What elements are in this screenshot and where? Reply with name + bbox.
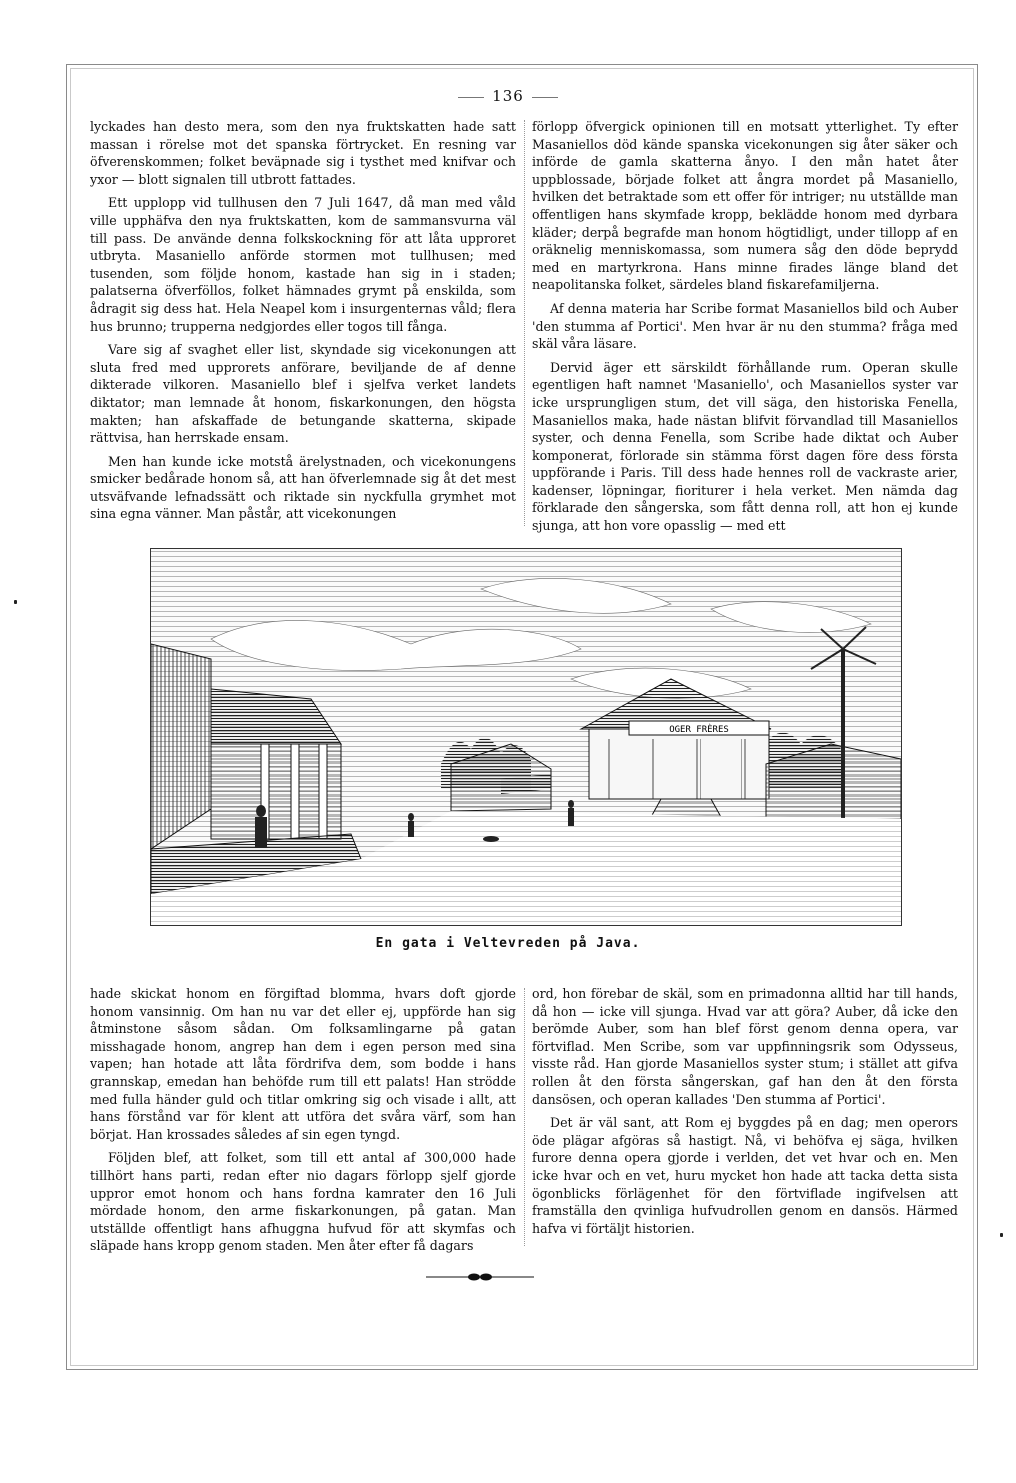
paragraph: förlopp öfvergick opinionen till en motsatt ytterlighet. Ty efter Masaniellos död kände spanska vicekonungen sig åter säker och införde de gamla skatterna ånyo. I den mån hatet åter uppblossade, började folket att ångra mordet på Masaniello, hvilken det betraktade som ett offer för intriger; nu utställde man offentligen hans skymfade kropp, beklädde honom med dyrbara kläder; derpå begrafde man honom högtidligt, under tillopp af en oräknelig menniskomassa, som numera såg den döde beprydd med en martyrkrona. Hans minne firades länge bland det neapolitanska folket, särdeles bland fiskarefamiljerna. (532, 119, 958, 293)
paragraph: Det är väl sant, att Rom ej byggdes på en dag; men operors öde plägar afgöras så hastigt. Nå, vi behöfva ej säga, hvilken furore denna opera gjorde i verlden, det vet hvar och en. Men icke hvar och en vet, huru mycket hon hade att tacka detta sista ögonblicks förlägenhet för den förtviflade ingifvelsen att framställa den qvinliga hufvudrollen genom en dansös. Härmed hafva vi förtäljt historien. (532, 1115, 958, 1236)
column-divider (524, 120, 525, 526)
bottom-left-column (90, 985, 516, 1255)
engraving-illustration (150, 548, 902, 926)
ink-speck (14, 600, 17, 604)
top-left-column (90, 118, 516, 523)
column-divider (524, 988, 525, 1246)
paragraph: Vare sig af svaghet eller list, skyndade sig vicekonungen att sluta fred med upprorets anförare, beviljande de af denne dikterade vilkoren. Masaniello blef i sjelfva verket landets diktator; man lemnade åt honom, fiskarkonungen, den högsta makten; han afskaffade de betungande skatterna, skipade rättvisa, han herrskade ensam. (90, 342, 516, 446)
paragraph: ord, hon förebar de skäl, som en primadonna alltid har till hands, då hon — icke vill sjunga. Hvad var att göra? Auber, då icke den berömde Auber, som han blef först genom denna opera, var förtviflad. Men Scribe, som var uppfinningsrik som Odysseus, visste råd. Han gjorde Masaniellos syster stum; i stället att gifva rollen åt den första sångerskan, gaf han den åt den första dansösen, och operan kallades 'Den stumma af Portici'. (532, 986, 958, 1107)
page-number: 136 (492, 87, 524, 105)
page-number-header (0, 87, 1016, 105)
paragraph: Af denna materia har Scribe format Masaniellos bild och Auber 'den stumma af Portici'. Men hvar är nu den stumma? fråga med skäl våra läsare. (532, 300, 958, 352)
paragraph: Dervid äger ett särskildt förhållande rum. Operan skulle egentligen haft namnet 'Masaniello', och Masaniellos syster var icke ursprungligen stum, det vill säga, den historiska Fenella, Masaniellos maka, hade nästan blifvit förvandlad till Masaniellos syster, och denna Fenella, som Scribe hade diktat och Auber komponerat, förlorade sin stämma först dagen före dess första uppförande i Paris. Till dess hade hennes roll de vackraste arier, kadenser, löpningar, fioriturer i hela verket. Men nämda dag förklarade den sångerska, som fått denna roll, att hon ej kunde sjunga, att hon vore opasslig — med ett (532, 359, 958, 534)
paragraph: lyckades han desto mera, som den nya fruktskatten hade satt massan i rörelse mot det spanska förtrycket. En resning var öfverenskommen; folket beväpnade sig i tysthet med knifvar och yxor — blott signalen till utbrott fattades. (90, 119, 516, 187)
figure-caption: En gata i Veltevreden på Java. (375, 936, 641, 951)
ink-speck (1000, 1233, 1003, 1237)
paragraph: Men han kunde icke motstå ärelystnaden, och vicekonungens smicker bedårade honom så, att han öfverlemnade sig åt det mest utsväfvande lefnadssätt och riktade sin nyckfulla grymhet mot sina egna vänner. Man påstår, att vicekonungen (90, 453, 516, 522)
paragraph: hade skickat honom en förgiftad blomma, hvars doft gjorde honom vansinnig. Om han nu var det eller ej, uppförde han sig åtminstone såsom sådan. Om folksamlingarne på gatan misshagade honom, angrep han dem i egen person med sina vapen; han hotade att låta fördrifva dem, som bodde i hans grannskap, emedan han behöfde rum till ett palats! Han strödde med fulla händer guld och titlar omkring sig och visade i allt, att hans förstånd var för klent att utföra det svåra värf, som han börjat. Han krossades således af sin egen tyngd. (90, 986, 516, 1142)
paragraph: Följden blef, att folket, som till ett antal af 300,000 hade tillhört hans parti, redan efter nio dagars förlopp sjelf gjorde uppror emot honom och hans fordna kamrater den 16 Juli mördade honom, den arme fiskarkonungen, på gatan. Man utställde offentligt hans afhuggna hufvud för att skymfas och släpade hans kropp genom staden. Men åter efter få dagars (90, 1150, 516, 1254)
shop-sign: OGER FRÈRES (669, 725, 729, 735)
top-right-column (532, 118, 958, 535)
paragraph: Ett upplopp vid tullhusen den 7 Juli 1647, då man med våld ville upphäfva den nya fruktskatten, kom de sammansvurna väl till pass. De använde denna folkskockning för att låta upproret utbryta. Masaniello anförde stormen mot tullhusen; med tusenden, som följde honom, kastade han sig in i staden; palatserna öfverföllos, folket hämnades grymt på enskilda, som ådragit sig dess hat. Hela Neapel kom i insurgenternas våld; flera hus brunno; trupperna nedgjordes eller togos till fånga. (90, 195, 516, 334)
end-ornament (426, 1272, 534, 1282)
bottom-right-column (532, 985, 958, 1237)
